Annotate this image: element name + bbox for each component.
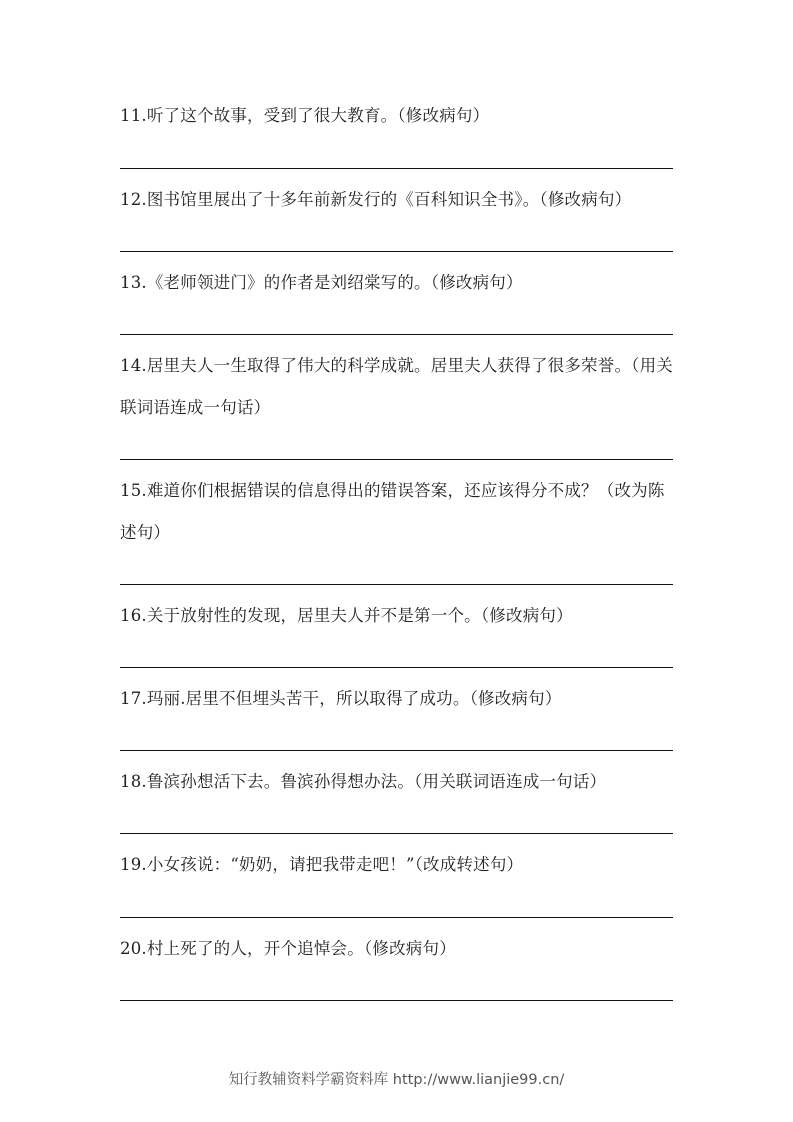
answer-line-20 xyxy=(120,1000,673,1001)
answer-line-13 xyxy=(120,334,673,335)
question-12: 12.图书馆里展出了十多年前新发行的《百科知识全书》。（修改病句） xyxy=(120,190,632,209)
question-13: 13.《老师领进门》的作者是刘绍棠写的。（修改病句） xyxy=(120,273,523,292)
answer-line-17 xyxy=(120,750,673,751)
answer-line-19 xyxy=(120,917,673,918)
footer-watermark: 知行教辅资料学霸资料库 http://www.lianjie99.cn/ xyxy=(228,1072,565,1088)
answer-line-16 xyxy=(120,667,673,668)
question-11: 11.听了这个故事，受到了很大教育。（修改病句） xyxy=(120,106,490,125)
question-15: 15.难道你们根据错误的信息得出的错误答案，还应该得分不成？（改为陈述句） xyxy=(120,481,665,542)
answer-line-18 xyxy=(120,833,673,834)
question-18: 18.鲁滨孙想活下去。鲁滨孙得想办法。（用关联词语连成一句话） xyxy=(120,772,607,791)
question-19: 19.小女孩说：“奶奶，请把我带走吧！”（改成转述句） xyxy=(120,855,524,874)
answer-line-14 xyxy=(120,459,673,460)
question-20: 20.村上死了的人，开个追悼会。（修改病句） xyxy=(120,939,456,958)
question-17: 17.玛丽.居里不但埋头苦干，所以取得了成功。（修改病句） xyxy=(120,689,562,708)
answer-line-12 xyxy=(120,251,673,252)
question-14: 14.居里夫人一生取得了伟大的科学成就。居里夫人获得了很多荣誉。（用关联词语连成一句话） xyxy=(120,356,673,417)
answer-line-15 xyxy=(120,584,673,585)
question-16: 16.关于放射性的发现，居里夫人并不是第一个。（修改病句） xyxy=(120,606,573,625)
answer-line-11 xyxy=(120,168,673,169)
